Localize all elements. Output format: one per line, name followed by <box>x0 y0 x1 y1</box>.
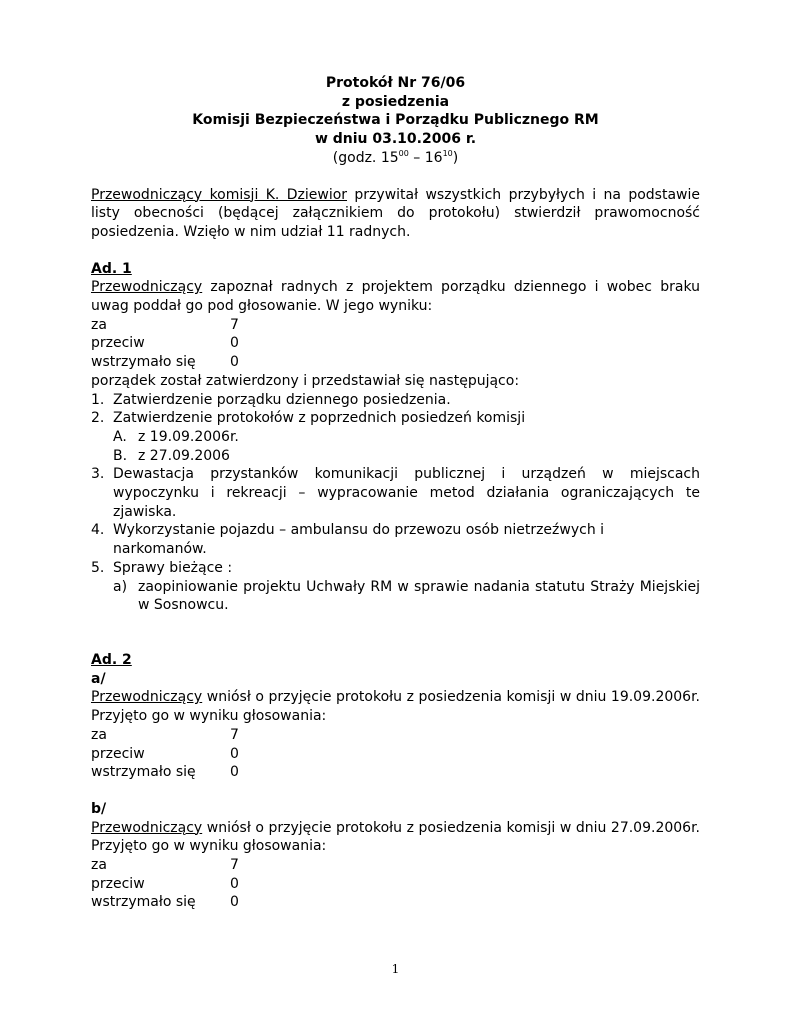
document-page <box>91 74 700 912</box>
ad1-paragraph: Przewodniczący zapoznał radnych z projektem porządku dziennego i wobec braku uwag poddał go pod głosowanie. W jego wyniku: <box>91 279 700 315</box>
title-line-4: w dniu 03.10.2006 r. <box>314 131 477 148</box>
vote-row: za 7 <box>91 726 239 743</box>
title-line-2: z posiedzenia <box>341 93 450 110</box>
ad2-b-votes <box>91 856 700 912</box>
vote-row: wstrzymało się 0 <box>91 894 239 911</box>
list-item: 2. Zatwierdzenie protokołów z poprzednich posiedzeń komisji <box>91 410 526 427</box>
list-item: 3. Dewastacja przystanków komunikacji publicznej i urządzeń w miejscach wypoczynku i rekreacji – wypracowanie metod działania ograniczających te zjawiska. <box>91 466 700 520</box>
vote-row: za 7 <box>91 316 239 333</box>
title-line-1: Protokół Nr 76/06 <box>325 75 466 91</box>
ad2-a-paragraph: Przewodniczący wniósł o przyjęcie protokołu z posiedzenia komisji w dniu 19.09.2006r. Przyjęto go w wyniku głosowania: <box>91 689 700 725</box>
vote-row: wstrzymało się 0 <box>91 764 239 781</box>
vote-row: wstrzymało się 0 <box>91 354 239 371</box>
agenda-list <box>91 391 700 615</box>
ad2-heading: Ad. 2 <box>91 651 132 668</box>
ad2-b-paragraph: Przewodniczący wniósł o przyjęcie protokołu z posiedzenia komisji w dniu 27.09.2006r. Przyjęto go w wyniku głosowania: <box>91 819 700 855</box>
ad1-heading: Ad. 1 <box>91 260 132 277</box>
ad1-votes <box>91 316 700 372</box>
meeting-hours: (godz. $15^{00} - 16^{10}$) <box>332 148 459 166</box>
list-subitem: B. z 27.09.2006 <box>113 447 230 464</box>
title-line-3: Komisji Bezpieczeństwa i Porządku Publicznego RM <box>192 112 599 129</box>
list-subitem: A. z 19.09.2006r. <box>113 428 239 445</box>
ad2-a-votes <box>91 726 700 782</box>
page-number: 1 <box>391 962 400 976</box>
list-item: 1. Zatwierdzenie porządku dziennego posiedzenia. <box>91 391 451 408</box>
ad2-b-label: b/ <box>91 800 107 817</box>
vote-row: przeciw 0 <box>91 875 239 892</box>
chair-name: Przewodniczący komisji K. Dziewior <box>91 186 348 203</box>
vote-row: przeciw 0 <box>91 745 239 762</box>
document-title <box>91 74 700 149</box>
vote-row: za 7 <box>91 857 239 874</box>
agenda-intro: porządek został zatwierdzony i przedstawiał się następująco: <box>91 372 520 389</box>
list-item: 5. Sprawy bieżące : <box>91 559 233 576</box>
ad2-a-label: a/ <box>91 670 106 687</box>
list-item: 4. Wykorzystanie pojazdu – ambulansu do przewozu osób nietrzeźwych i narkomanów. <box>91 522 605 558</box>
intro-paragraph: Przewodniczący komisji K. Dziewior przywitał wszystkich przybyłych i na podstawie listy obecności (będącej załącznikiem do protokołu) stwierdził prawomocność posiedzenia. Wzięło w nim udział 11 radnych. <box>91 186 700 240</box>
list-subitem: a) zaopiniowanie projektu Uchwały RM w sprawie nadania statutu Straży Miejskiej w Sosnowcu. <box>113 578 700 614</box>
vote-row: przeciw 0 <box>91 335 239 352</box>
